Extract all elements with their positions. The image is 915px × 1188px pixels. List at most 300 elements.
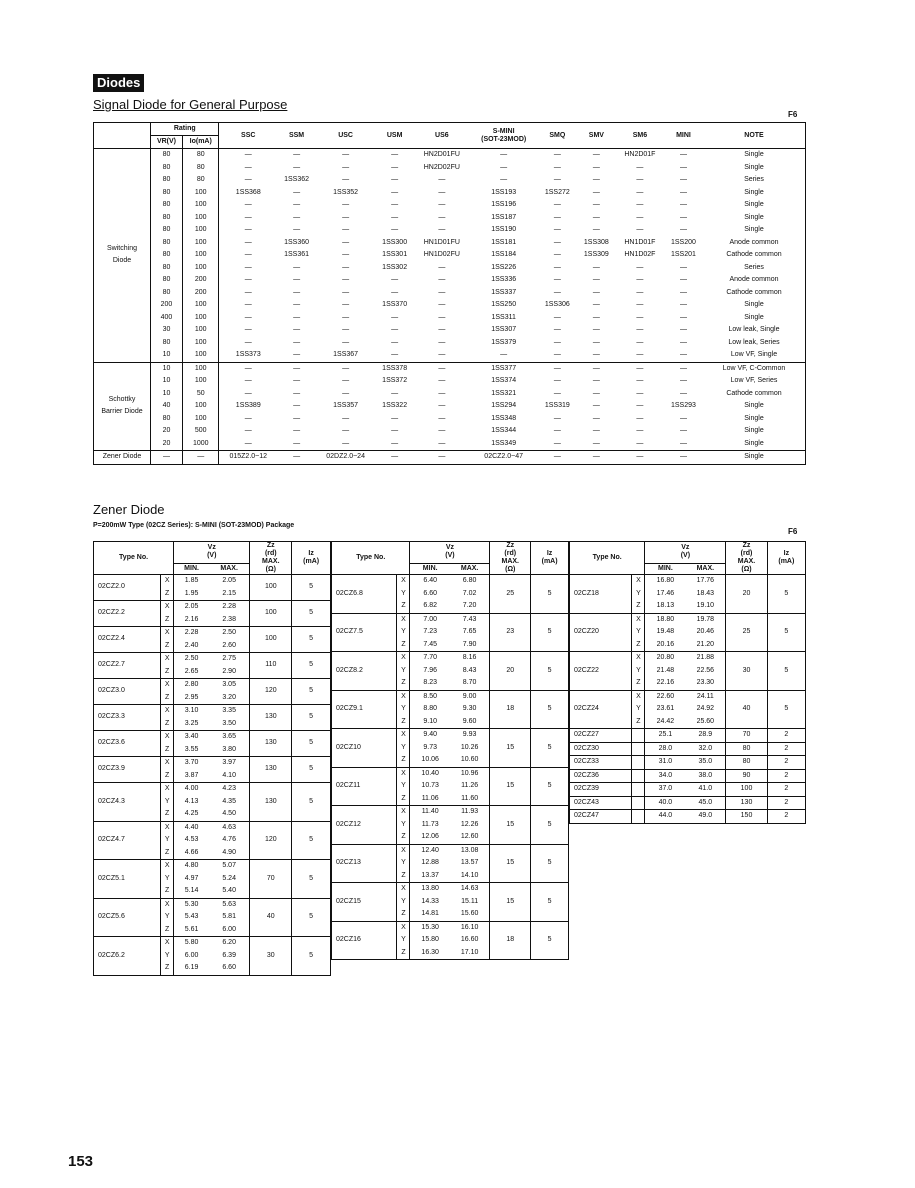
iz-cell: 5 bbox=[767, 652, 805, 691]
vz-min-cell: 19.48 bbox=[656, 628, 675, 635]
table-cell: 80 bbox=[182, 174, 218, 187]
table-cell: — bbox=[553, 414, 561, 422]
vz-min-cell: 6.19 bbox=[184, 964, 199, 971]
rank-cell: X bbox=[397, 690, 410, 703]
table-cell: — bbox=[438, 439, 446, 447]
vz-min-cell: 10.40 bbox=[410, 767, 450, 780]
vz-max-cell: 7.43 bbox=[450, 613, 490, 626]
table-cell: 10 bbox=[151, 375, 183, 388]
type-no-cell: 02CZ27 bbox=[570, 729, 632, 743]
table-cell: 100 bbox=[182, 249, 218, 262]
vz-min-cell: 3.70 bbox=[174, 757, 209, 770]
table-cell: 1SS190 bbox=[491, 226, 517, 233]
table-cell: — bbox=[342, 288, 350, 296]
table-cell: 1SS370 bbox=[382, 301, 408, 308]
rank-cell: Y bbox=[397, 588, 410, 601]
table-row bbox=[94, 601, 331, 614]
table-cell: 1SS272 bbox=[544, 188, 570, 196]
rank-cell: X bbox=[161, 731, 174, 744]
vz-max-cell: 4.10 bbox=[209, 770, 250, 783]
table-cell: 100 bbox=[182, 199, 218, 212]
note-cell: Series bbox=[744, 176, 764, 183]
type-no-cell: 02CZ43 bbox=[570, 796, 632, 810]
rank-cell: X bbox=[161, 757, 174, 770]
table-row bbox=[332, 613, 569, 626]
type-no-header: Type No. bbox=[570, 542, 645, 575]
iz-cell: 2 bbox=[767, 810, 805, 824]
iz-cell: 5 bbox=[767, 690, 805, 729]
table-cell: — bbox=[244, 163, 252, 171]
table-row bbox=[94, 679, 331, 692]
type-no-cell: 02CZ3.0 bbox=[94, 679, 161, 705]
table-row bbox=[94, 349, 806, 362]
vz-max-cell: 7.20 bbox=[450, 600, 490, 613]
vz-max-cell: 2.15 bbox=[209, 588, 250, 601]
rank-cell: Z bbox=[161, 744, 174, 757]
vz-min-cell: 17.46 bbox=[656, 589, 675, 597]
table-cell: — bbox=[538, 149, 577, 162]
table-cell: 1SS308 bbox=[583, 238, 609, 246]
table-cell: — bbox=[679, 351, 687, 358]
vz-min-cell: 7.70 bbox=[410, 652, 450, 665]
table-cell: — bbox=[538, 451, 577, 465]
table-cell: — bbox=[293, 213, 301, 221]
table-cell: HN1D01F bbox=[624, 238, 656, 246]
table-cell: — bbox=[679, 377, 687, 384]
table-cell: 1SS293 bbox=[670, 402, 696, 409]
zz-header: Zz (rd) MAX. (Ω) bbox=[250, 542, 292, 575]
iz-cell: 2 bbox=[767, 729, 805, 743]
table-cell: 1SS352 bbox=[333, 188, 359, 196]
zener-header-row bbox=[332, 542, 569, 564]
vz-max-cell: 18.43 bbox=[685, 588, 725, 601]
table-cell: 10 bbox=[151, 362, 183, 375]
table-row bbox=[94, 783, 331, 796]
table-cell: — bbox=[553, 201, 561, 208]
table-cell: — bbox=[553, 163, 561, 171]
vz-max-cell: 8.43 bbox=[450, 665, 490, 678]
zz-cell: 100 bbox=[250, 575, 292, 601]
table-row bbox=[94, 274, 806, 287]
table-row bbox=[94, 937, 331, 950]
note-cell: Anode common bbox=[729, 276, 779, 283]
table-cell: 80 bbox=[151, 413, 183, 426]
table-cell: — bbox=[577, 451, 616, 465]
table-cell: — bbox=[244, 276, 252, 283]
vz-max-cell: 5.81 bbox=[209, 911, 250, 924]
table-row bbox=[94, 388, 806, 401]
table-cell: — bbox=[577, 362, 616, 375]
zz-cell: 18 bbox=[490, 690, 531, 729]
vz-max-cell: 4.90 bbox=[209, 847, 250, 860]
type-no-cell: 02CZ2.7 bbox=[94, 653, 161, 679]
rank-cell: Y bbox=[632, 665, 645, 678]
table-cell: — bbox=[342, 338, 350, 346]
rank-cell: X bbox=[397, 806, 410, 819]
rank-cell: X bbox=[632, 690, 645, 703]
iz-cell: 5 bbox=[292, 937, 331, 976]
vz-max-cell: 11.93 bbox=[450, 806, 490, 819]
table-cell: — bbox=[342, 313, 350, 321]
table-cell: — bbox=[553, 389, 561, 397]
vz-max-cell: 7.65 bbox=[450, 626, 490, 639]
vz-min-cell: 34.0 bbox=[645, 769, 685, 783]
zz-cell: 80 bbox=[726, 756, 767, 770]
rank-cell: Z bbox=[397, 677, 410, 690]
vz-min-cell: 14.33 bbox=[421, 897, 439, 905]
type-no-cell: 02CZ24 bbox=[570, 690, 632, 729]
note-cell: Anode common bbox=[729, 238, 779, 246]
vz-max-cell: 25.60 bbox=[685, 716, 725, 729]
table-cell: — bbox=[277, 149, 316, 162]
vz-max-cell: 17.10 bbox=[450, 947, 490, 960]
table-row bbox=[94, 451, 806, 465]
vz-min-cell: 8.50 bbox=[410, 690, 450, 703]
vz-min-cell: 16.30 bbox=[421, 948, 439, 956]
vz-min-cell: 37.0 bbox=[645, 783, 685, 797]
vz-min-cell: 2.40 bbox=[184, 641, 199, 649]
table-cell: — bbox=[244, 251, 252, 258]
table-cell: — bbox=[342, 213, 350, 221]
vz-min-cell: 8.23 bbox=[423, 679, 437, 686]
vz-min-cell: 4.40 bbox=[174, 821, 209, 834]
vz-max-cell: 11.26 bbox=[450, 780, 490, 793]
vz-max-cell: 12.26 bbox=[450, 819, 490, 832]
group-label: Switching Diode bbox=[94, 149, 151, 363]
note-cell: Low VF, Series bbox=[730, 377, 778, 384]
zener-title: Zener Diode bbox=[93, 502, 165, 517]
table-cell: — bbox=[438, 427, 446, 434]
zz-cell: 25 bbox=[490, 575, 531, 614]
table-cell: — bbox=[438, 338, 446, 346]
table-cell: — bbox=[293, 288, 301, 296]
table-cell: — bbox=[391, 414, 399, 422]
note-cell: Single bbox=[744, 213, 764, 221]
iz-cell: 5 bbox=[767, 575, 805, 614]
table-cell: 80 bbox=[151, 249, 183, 262]
note-cell: Single bbox=[744, 427, 764, 434]
table-cell: — bbox=[342, 439, 350, 447]
iz-cell: 2 bbox=[767, 769, 805, 783]
vz-max-cell: 32.0 bbox=[685, 742, 725, 756]
rank-cell: X bbox=[161, 679, 174, 692]
col-header: S-MINI (SOT-23MOD) bbox=[470, 123, 538, 149]
table-cell: HN2D01F bbox=[616, 149, 664, 162]
rank-cell: X bbox=[632, 652, 645, 665]
table-cell: — bbox=[316, 362, 375, 375]
iz-cell: 5 bbox=[292, 860, 331, 899]
table-cell: — bbox=[592, 163, 600, 171]
rank-cell: Z bbox=[397, 639, 410, 652]
vz-max-cell: 2.38 bbox=[209, 614, 250, 627]
table-cell: — bbox=[293, 439, 301, 447]
table-cell: — bbox=[679, 439, 687, 447]
table-cell: 100 bbox=[182, 299, 218, 312]
vz-max-cell: 4.23 bbox=[209, 783, 250, 796]
rank-cell: Z bbox=[161, 962, 174, 975]
vz-max-cell: 6.80 bbox=[450, 575, 490, 588]
rank-cell: Z bbox=[161, 614, 174, 627]
table-cell: — bbox=[592, 389, 600, 397]
table-cell: 1SS348 bbox=[491, 414, 517, 422]
table-cell: — bbox=[679, 188, 687, 196]
vz-min-cell: 1.85 bbox=[174, 575, 209, 588]
table-cell: — bbox=[342, 176, 350, 183]
zz-cell: 130 bbox=[250, 705, 292, 731]
vz-max-cell: 38.0 bbox=[685, 769, 725, 783]
min-header: MIN. bbox=[645, 563, 685, 574]
rank-cell bbox=[632, 756, 645, 770]
vz-max-cell: 19.10 bbox=[685, 600, 725, 613]
table-cell: — bbox=[293, 414, 301, 422]
signal-diode-title: Signal Diode for General Purpose bbox=[93, 97, 288, 112]
zz-cell: 20 bbox=[490, 652, 531, 691]
rank-cell: Z bbox=[397, 947, 410, 960]
table-cell: 1SS361 bbox=[284, 251, 310, 258]
iz-cell: 5 bbox=[531, 806, 569, 845]
iz-cell: 5 bbox=[531, 729, 569, 768]
note-cell: Single bbox=[744, 414, 764, 422]
table-cell: — bbox=[342, 263, 350, 271]
table-cell: 1SS187 bbox=[491, 213, 517, 221]
table-cell: — bbox=[592, 427, 600, 434]
zener-table-3 bbox=[569, 541, 806, 824]
table-row bbox=[570, 652, 806, 665]
rank-cell: Y bbox=[397, 626, 410, 639]
vz-min-cell: 4.13 bbox=[184, 797, 199, 805]
vz-max-cell: 35.0 bbox=[685, 756, 725, 770]
zz-cell: 70 bbox=[250, 860, 292, 899]
table-row bbox=[332, 883, 569, 896]
table-cell: 100 bbox=[182, 375, 218, 388]
table-cell: 40 bbox=[151, 400, 183, 413]
table-cell: — bbox=[342, 251, 350, 258]
table-cell: 100 bbox=[182, 212, 218, 225]
table-row bbox=[570, 575, 806, 588]
table-cell: 1SS379 bbox=[491, 338, 517, 346]
vz-min-cell: 22.60 bbox=[645, 690, 685, 703]
rank-cell: Y bbox=[632, 588, 645, 601]
table-cell: — bbox=[438, 301, 446, 308]
table-cell: — bbox=[438, 263, 446, 271]
type-no-cell: 02CZ13 bbox=[332, 844, 397, 883]
rank-cell: Z bbox=[632, 639, 645, 652]
note-cell: Single bbox=[744, 201, 764, 208]
table-cell: — bbox=[592, 377, 600, 384]
table-cell: — bbox=[553, 176, 561, 183]
rank-cell: Z bbox=[161, 640, 174, 653]
type-no-header: Type No. bbox=[94, 542, 174, 575]
vz-max-cell: 7.90 bbox=[450, 639, 490, 652]
rank-cell: X bbox=[161, 575, 174, 588]
table-row bbox=[94, 287, 806, 300]
iz-cell: 5 bbox=[767, 613, 805, 652]
rank-cell: Y bbox=[161, 873, 174, 886]
type-no-cell: 02CZ2.2 bbox=[94, 601, 161, 627]
iz-cell: 2 bbox=[767, 742, 805, 756]
vz-min-cell: 11.06 bbox=[421, 794, 439, 802]
table-cell: — bbox=[293, 377, 301, 384]
rank-cell: Y bbox=[397, 780, 410, 793]
table-cell: 1SS319 bbox=[544, 402, 570, 409]
table-cell: — bbox=[277, 451, 316, 465]
vz-max-cell: 2.75 bbox=[209, 653, 250, 666]
rank-cell: Z bbox=[161, 808, 174, 821]
type-no-cell: 02CZ2.4 bbox=[94, 627, 161, 653]
table-cell: — bbox=[679, 163, 687, 171]
table-cell: — bbox=[438, 176, 446, 183]
table-cell: — bbox=[375, 451, 414, 465]
table-row bbox=[332, 729, 569, 742]
table-cell: 1SS196 bbox=[491, 201, 517, 208]
table-row bbox=[332, 652, 569, 665]
table-cell: 1SS300 bbox=[382, 238, 408, 246]
table-cell: — bbox=[342, 201, 350, 208]
table-cell: — bbox=[244, 338, 252, 346]
table-cell: — bbox=[438, 414, 446, 422]
rank-cell: X bbox=[161, 653, 174, 666]
table-cell: 1SS322 bbox=[382, 402, 408, 409]
iz-cell: 5 bbox=[531, 921, 569, 960]
table-cell: — bbox=[244, 288, 252, 296]
table-row bbox=[94, 438, 806, 451]
zz-cell: 120 bbox=[250, 821, 292, 860]
table-cell: — bbox=[500, 176, 508, 183]
vz-min-cell: 4.66 bbox=[184, 848, 199, 856]
iz-cell: 5 bbox=[292, 705, 331, 731]
vz-min-cell: 24.42 bbox=[656, 717, 675, 725]
table-cell: 10 bbox=[151, 388, 183, 401]
rank-cell: Z bbox=[632, 677, 645, 690]
note-cell: Single bbox=[744, 226, 764, 233]
iz-cell: 5 bbox=[292, 627, 331, 653]
table-cell: — bbox=[438, 213, 446, 221]
rating-header: Rating bbox=[151, 123, 219, 136]
table-row bbox=[94, 299, 806, 312]
table-cell: — bbox=[342, 377, 350, 384]
table-cell: 1SS367 bbox=[333, 351, 359, 358]
table-cell: — bbox=[553, 377, 561, 384]
vz-max-cell: 4.63 bbox=[209, 821, 250, 834]
vz-min-cell: 5.14 bbox=[184, 887, 199, 894]
table-cell: — bbox=[577, 149, 616, 162]
vz-max-cell: 3.20 bbox=[209, 692, 250, 705]
table-cell: 1SS362 bbox=[284, 176, 310, 183]
vz-max-cell: 10.60 bbox=[450, 754, 490, 767]
rank-cell: X bbox=[632, 575, 645, 588]
table-cell: — bbox=[342, 427, 350, 434]
table-cell: — bbox=[293, 188, 301, 196]
vz-max-cell: 12.60 bbox=[450, 831, 490, 844]
table-cell: 80 bbox=[151, 237, 183, 250]
table-row bbox=[570, 729, 806, 743]
table-cell: 20 bbox=[151, 438, 183, 451]
vz-max-cell: 41.0 bbox=[685, 783, 725, 797]
vz-max-cell: 21.20 bbox=[685, 639, 725, 652]
table-cell: — bbox=[244, 427, 252, 434]
signal-diode-table bbox=[93, 122, 806, 465]
table-cell: — bbox=[553, 213, 561, 221]
table-row bbox=[94, 821, 331, 834]
table-cell: — bbox=[414, 451, 469, 465]
type-no-cell: 02CZ15 bbox=[332, 883, 397, 922]
table-row bbox=[94, 262, 806, 275]
vz-min-cell: 2.05 bbox=[174, 601, 209, 614]
rank-cell bbox=[632, 729, 645, 743]
min-header: MIN. bbox=[410, 563, 450, 574]
table-cell: 80 bbox=[151, 187, 183, 200]
table-cell: 200 bbox=[182, 274, 218, 287]
table-cell: — bbox=[151, 451, 183, 465]
table-cell: — bbox=[679, 226, 687, 233]
rank-cell: Y bbox=[397, 896, 410, 909]
table-cell: 100 bbox=[182, 413, 218, 426]
rank-cell: X bbox=[161, 627, 174, 640]
table-cell: — bbox=[592, 313, 600, 321]
table-cell: 80 bbox=[182, 149, 218, 162]
table-cell: — bbox=[636, 276, 644, 283]
table-cell: — bbox=[244, 301, 252, 308]
table-cell: 1SS377 bbox=[470, 362, 538, 375]
vz-min-cell: 1.95 bbox=[184, 589, 199, 597]
table-cell: 1SS250 bbox=[491, 301, 517, 308]
rank-cell: Z bbox=[161, 885, 174, 898]
vz-max-cell: 13.57 bbox=[450, 857, 490, 870]
table-cell: — bbox=[553, 427, 561, 434]
table-row bbox=[94, 400, 806, 413]
table-cell: — bbox=[244, 226, 252, 233]
table-cell: — bbox=[342, 238, 350, 246]
table-cell: 1000 bbox=[182, 438, 218, 451]
table-cell: 80 bbox=[151, 212, 183, 225]
type-no-cell: 02CZ36 bbox=[570, 769, 632, 783]
table-cell: 1SS309 bbox=[583, 251, 609, 258]
vz-min-cell: 2.65 bbox=[184, 667, 199, 675]
table-cell: — bbox=[244, 263, 252, 271]
table-cell: 1SS357 bbox=[333, 402, 359, 409]
table-cell: — bbox=[592, 351, 600, 358]
table-cell: — bbox=[316, 149, 375, 162]
rank-cell: Y bbox=[397, 665, 410, 678]
vz-min-cell: 4.00 bbox=[174, 783, 209, 796]
vz-min-cell: 2.95 bbox=[184, 693, 199, 701]
vz-min-cell: 40.0 bbox=[645, 796, 685, 810]
vz-max-cell: 17.76 bbox=[685, 575, 725, 588]
table-cell: — bbox=[636, 402, 644, 409]
vz-max-cell: 15.11 bbox=[450, 896, 490, 909]
group-header bbox=[94, 123, 151, 149]
vz-header bbox=[645, 542, 726, 564]
table-row bbox=[570, 769, 806, 783]
table-cell: — bbox=[636, 263, 644, 271]
vz-min-cell: 5.80 bbox=[174, 937, 209, 950]
col-header: SMQ bbox=[538, 123, 577, 149]
max-header: MAX. bbox=[209, 563, 250, 574]
iz-header: Iz (mA) bbox=[531, 542, 569, 575]
zz-cell: 100 bbox=[250, 601, 292, 627]
rank-cell: Y bbox=[397, 934, 410, 947]
table-cell: — bbox=[342, 326, 350, 333]
type-no-cell: 02CZ18 bbox=[570, 575, 632, 614]
table-cell: — bbox=[293, 338, 301, 346]
table-cell: 100 bbox=[182, 349, 218, 362]
type-no-cell: 02CZ9.1 bbox=[332, 690, 397, 729]
vz-min-cell: 11.73 bbox=[421, 820, 439, 828]
zz-cell: 80 bbox=[726, 742, 767, 756]
table-row bbox=[94, 653, 331, 666]
iz-header: Iz (mA) bbox=[292, 542, 331, 575]
vz-max-cell: 3.65 bbox=[209, 731, 250, 744]
